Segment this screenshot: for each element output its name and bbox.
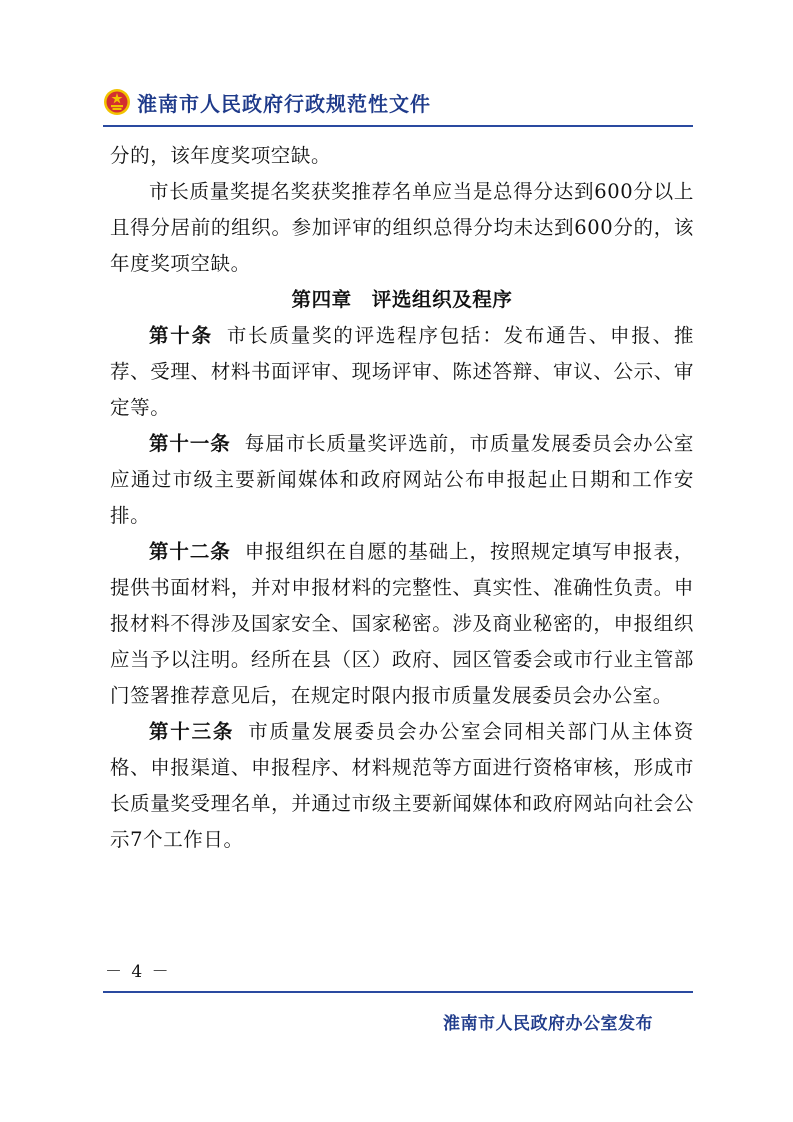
chapter-number: 第四章: [291, 288, 352, 311]
article-10: [110, 318, 694, 426]
article-13-text: 市质量发展委员会办公室会同相关部门从主体资格、申报渠道、申报程序、材料规范等方面进行资格审核，形成市长质量奖受理名单，并通过市级主要新闻媒体和政府网站向社会公示7个工作日。: [110, 720, 694, 851]
paragraph-continuation: 分的，该年度奖项空缺。: [110, 144, 332, 167]
article-10-label: 第十条: [149, 324, 213, 347]
national-emblem-icon: [103, 88, 131, 116]
article-11: [110, 426, 694, 534]
footer-publisher: 淮南市人民政府办公室发布: [443, 1014, 653, 1034]
document-header: [103, 86, 693, 120]
article-13: [110, 714, 694, 858]
chapter-heading: [110, 282, 694, 318]
article-12: [110, 534, 694, 714]
article-10-text: 市长质量奖的评选程序包括：发布通告、申报、推荐、受理、材料书面评审、现场评审、陈述答辩、审议、公示、审定等。: [110, 324, 694, 419]
article-12-text: 申报组织在自愿的基础上，按照规定填写申报表，提供书面材料，并对申报材料的完整性、真实性、准确性负责。申报材料不得涉及国家安全、国家秘密。涉及商业秘密的，申报组织应当予以注明。经所在县（区）政府、园区管委会或市行业主管部门签署推荐意见后，在规定时限内报市质量发展委员会办公室。: [110, 540, 694, 707]
article-11-text: 每届市长质量奖评选前，市质量发展委员会办公室应通过市级主要新闻媒体和政府网站公布申报起止日期和工作安排。: [110, 432, 694, 527]
header-divider: [103, 125, 693, 127]
article-12-label: 第十二条: [149, 540, 231, 563]
chapter-title: 评选组织及程序: [371, 288, 513, 311]
paragraph-nomination-award: 市长质量奖提名奖获奖推荐名单应当是总得分达到600分以上且得分居前的组织。参加评审的组织总得分均未达到600分的，该年度奖项空缺。: [110, 180, 694, 275]
page-number: － 4 －: [105, 962, 171, 982]
document-body: [110, 138, 694, 858]
header-title: 淮南市人民政府行政规范性文件: [137, 92, 431, 116]
article-13-label: 第十三条: [149, 720, 235, 743]
footer-divider: [103, 991, 693, 993]
article-11-label: 第十一条: [149, 432, 231, 455]
